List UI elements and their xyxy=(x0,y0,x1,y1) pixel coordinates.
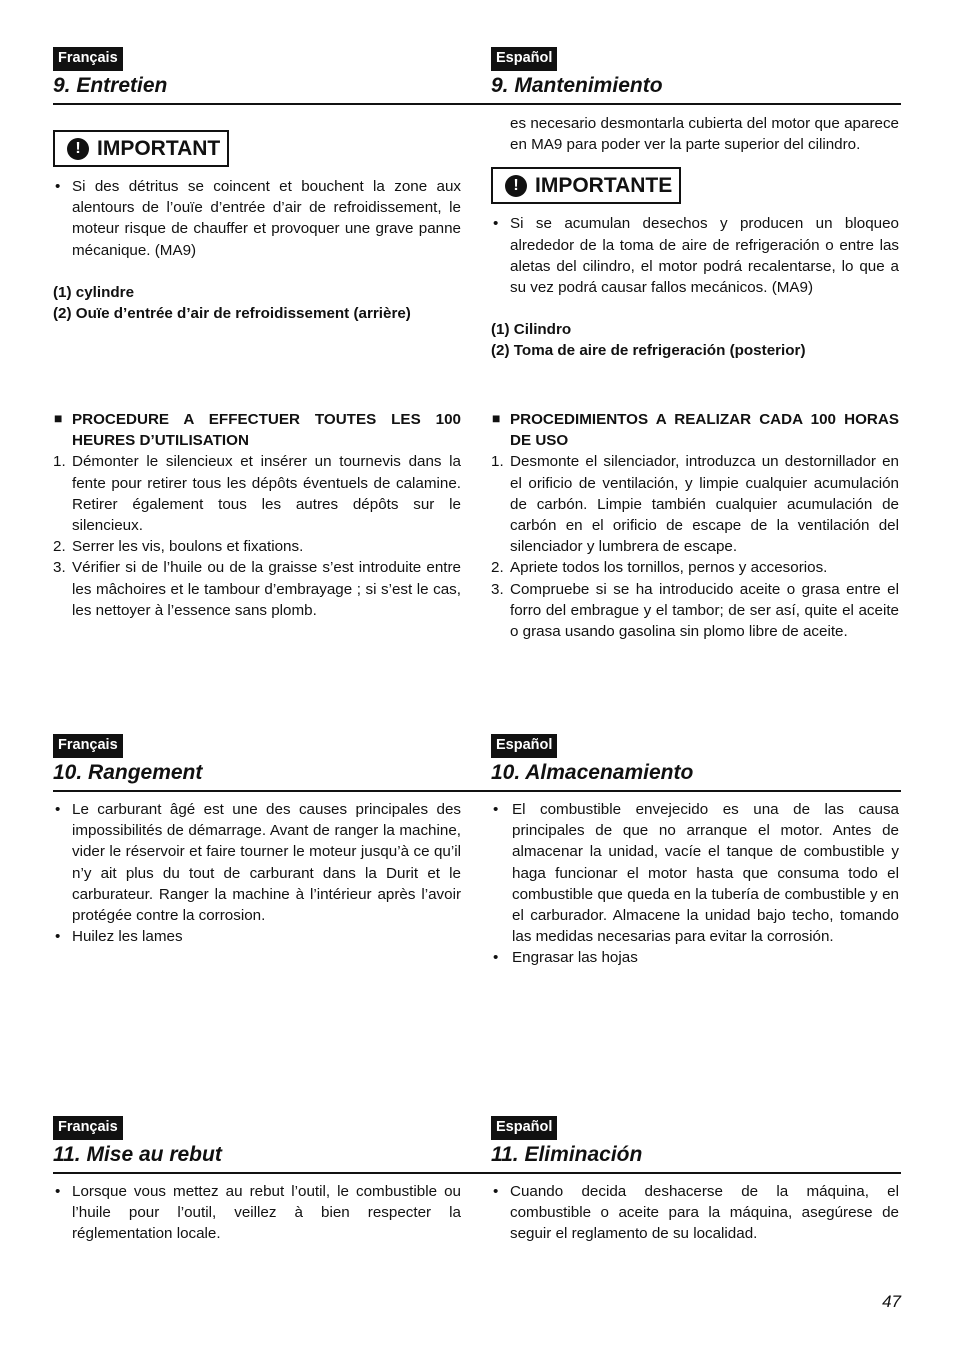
page-number: 47 xyxy=(882,1292,901,1311)
language-tag: Français xyxy=(53,734,123,758)
bullet-item: • Le carburant âgé est une des causes principales des impossibilités de démarrage. Avant de ranger la machine, vider le réservoir et faire tourner le moteur jusqu’à ce qu’il n’y ait plus du tout de carburant dans la Durit et le carburateur. Ranger la machine à l’intérieur après l’avoir protégée contre la corrosion. xyxy=(55,801,461,925)
bullet-marker: • xyxy=(493,215,499,233)
section-title: 9. Entretien xyxy=(53,74,168,97)
important-box xyxy=(53,130,229,167)
section-title: 9. Mantenimiento xyxy=(491,74,663,97)
section-title: 11. Mise au rebut xyxy=(53,1143,222,1166)
fr-mise-au-rebut-body xyxy=(53,1181,461,1245)
section-divider xyxy=(53,790,901,792)
language-tag: Español xyxy=(491,1116,557,1140)
procedure-heading: ■ PROCEDURE A EFFECTUER TOUTES LES 100 HEURES D’UTILISATION xyxy=(54,410,461,450)
bullet-text: Si se acumulan desechos y producen un bloqueo alrededor de la toma de aire de refrigeración o entre las aletas del cilindro, el motor podrá recalentarse, lo que a su vez podrá causar fallos mecánicos. (MA9) xyxy=(510,215,899,297)
procedure-heading: ■ PROCEDIMIENTOS A REALIZAR CADA 100 HORAS DE USO xyxy=(492,410,899,450)
bullet-item: • Cuando decida deshacerse de la máquina, el combustible o aceite para la máquina, asegúrese de seguir el reglamento de su localidad. xyxy=(493,1183,899,1243)
section-title: 10. Almacenamiento xyxy=(491,761,694,784)
numbered-step: 2. Apriete todos los tornillos, pernos y accesorios. xyxy=(491,559,828,577)
bullet-item: • Lorsque vous mettez au rebut l’outil, le combustible ou l’huile pour l’outil, veillez à bien respecter la réglementation locale. xyxy=(55,1183,461,1243)
es-mantenimiento-body xyxy=(491,113,899,362)
bullet-text: Si des détritus se coincent et bouchent la zone aux alentours de l’ouïe d’entrée d’air de refroidissement, le moteur risque de chauffer et provoquer une grave panne mécanique. (MA9) xyxy=(72,178,461,259)
language-tag: Français xyxy=(53,47,123,71)
es-procedure xyxy=(491,409,899,642)
es-section-9-header xyxy=(491,47,899,99)
exclamation-icon: ! xyxy=(505,175,527,197)
numbered-step: 1. Démonter le silencieux et insérer un tournevis dans la fente pour retirer tous les dépôts éventuels de calamine. Retirer également tous les autres dépôts sur le silencieux. xyxy=(53,453,461,535)
fr-section-11-header xyxy=(53,1116,461,1168)
fr-section-9-header xyxy=(53,47,461,99)
important-label: IMPORTANT xyxy=(97,136,221,160)
fr-entretien-body xyxy=(53,130,461,324)
numbered-step: 2. Serrer les vis, boulons et fixations. xyxy=(53,538,304,556)
exclamation-icon: ! xyxy=(67,138,89,160)
legend-item: (1) cylindre xyxy=(53,283,135,301)
bullet-item: • Engrasar las hojas xyxy=(493,949,638,967)
es-section-10-header xyxy=(491,734,899,786)
square-bullet-icon: ■ xyxy=(492,410,501,426)
bullet-item: • El combustible envejecido es una de las causa principales de que no arranque el motor. Antes de almacenar la unidad, vacíe el tanque de combustible y haga funcionar el motor hasta que consuma todo el combustible que queda en la tubería de combustible y en el carburador. Almacene la unidad bajo techo, tomando las medidas necesarias para evitar la corrosión. xyxy=(493,801,899,946)
numbered-step: 1. Desmonte el silenciador, introduzca un destornillador en el orificio de ventilación, y limpie cualquier acumulación de carbón. Limpie también cualquier acumulación de carbón en el orificio de escape de la ventilación del silenciador y lumbrera de escape. xyxy=(491,453,899,556)
fr-procedure xyxy=(53,409,461,621)
numbered-step: 3. Compruebe si se ha introducido aceite o grasa entre el forro del embrague y el tambor; de ser así, quite el aceite o grasa usando gasolina sin plomo libre de aceite. xyxy=(491,580,899,641)
legend-item: (1) Cilindro xyxy=(491,321,572,339)
intro-paragraph: es necesario desmontarla cubierta del motor que aparece en MA9 para poder ver la parte superior del cilindro. xyxy=(510,115,899,154)
legend-item: (2) Toma de aire de refrigeración (posterior) xyxy=(491,342,806,360)
language-tag: Español xyxy=(491,47,557,71)
section-divider xyxy=(53,103,901,105)
important-label: IMPORTANTE xyxy=(535,174,673,198)
bullet-item: • Huilez les lames xyxy=(55,928,183,946)
bullet-marker: • xyxy=(55,178,61,195)
fr-rangement-body xyxy=(53,799,461,947)
section-divider xyxy=(53,1172,901,1174)
important-box xyxy=(491,167,681,204)
section-title: 10. Rangement xyxy=(53,761,203,784)
es-eliminacion-body xyxy=(491,1181,899,1245)
legend-item: (2) Ouïe d’entrée d’air de refroidissement (arrière) xyxy=(53,305,411,323)
square-bullet-icon: ■ xyxy=(54,410,63,426)
bullet-item xyxy=(53,176,461,261)
language-tag: Español xyxy=(491,734,557,758)
es-almacenamiento-body xyxy=(491,799,899,969)
es-section-11-header xyxy=(491,1116,899,1168)
numbered-step: 3. Vérifier si de l’huile ou de la graisse s’est introduite entre les mâchoires et le tambour d’embrayage ; si s’est le cas, les nettoyer à l’essence sans plomb. xyxy=(53,559,461,619)
bullet-item xyxy=(491,213,899,298)
language-tag: Français xyxy=(53,1116,123,1140)
fr-section-10-header xyxy=(53,734,461,786)
section-title: 11. Eliminación xyxy=(491,1143,643,1166)
